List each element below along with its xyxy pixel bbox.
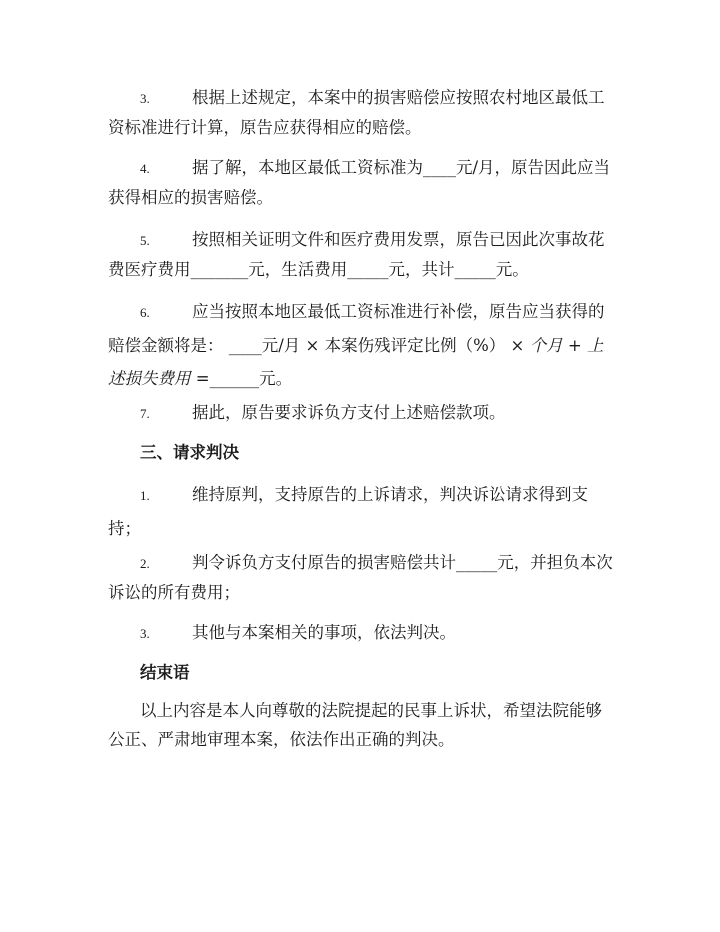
list-item [108, 153, 616, 212]
item-number: 1. [140, 488, 150, 503]
closing-heading: 结束语 [140, 663, 190, 682]
item-number: 3. [140, 91, 150, 106]
item-text: ______元。 [209, 369, 293, 388]
list-item [108, 548, 616, 607]
list-item [108, 225, 616, 284]
item-text: 应当按照本地区最低工资标准进行补偿，原告应当获得的赔偿金额将是： ____元/月 × 本案伤残评定比例（%） × [108, 302, 605, 355]
item-text: 据此，原告要求诉负方支付上述赔偿款项。 [192, 403, 506, 422]
item-text: 按照相关证明文件和医疗费用发票，原告已因此次事故花费医疗费用_______元，生活费用_____元，共计_____元。 [108, 230, 605, 279]
list-item [108, 398, 616, 428]
list-item [108, 295, 616, 395]
item-text: 根据上述规定，本案中的损害赔偿应按照农村地区最低工资标准进行计算，原告应获得相应的赔偿。 [108, 88, 605, 137]
item-number: 6. [140, 305, 150, 320]
list-item [108, 83, 616, 142]
section-heading: 三、请求判决 [140, 443, 239, 462]
closing-paragraph: 以上内容是本人向尊敬的法院提起的民事上诉状，希望法院能够公正、严肃地审理本案，依法作出正确的判决。 [108, 701, 602, 749]
item-text: 其他与本案相关的事项，依法判决。 [192, 623, 456, 642]
item-number: 4. [140, 161, 150, 176]
item-number: 3. [140, 626, 150, 641]
item-text: 据了解，本地区最低工资标准为____元/月，原告因此应当获得相应的损害赔偿。 [108, 158, 611, 207]
item-text: 维持原判，支持原告的上诉请求，判决诉讼请求得到支持； [108, 485, 588, 538]
list-item [108, 478, 616, 545]
item-text-italic: 个月 + 上述损失费用 = [108, 336, 604, 388]
list-item [108, 618, 616, 648]
item-text: 判令诉负方支付原告的损害赔偿共计_____元，并担负本次诉讼的所有费用； [108, 553, 613, 602]
item-number: 5. [140, 233, 150, 248]
item-number: 2. [140, 556, 150, 571]
item-number: 7. [140, 406, 150, 421]
